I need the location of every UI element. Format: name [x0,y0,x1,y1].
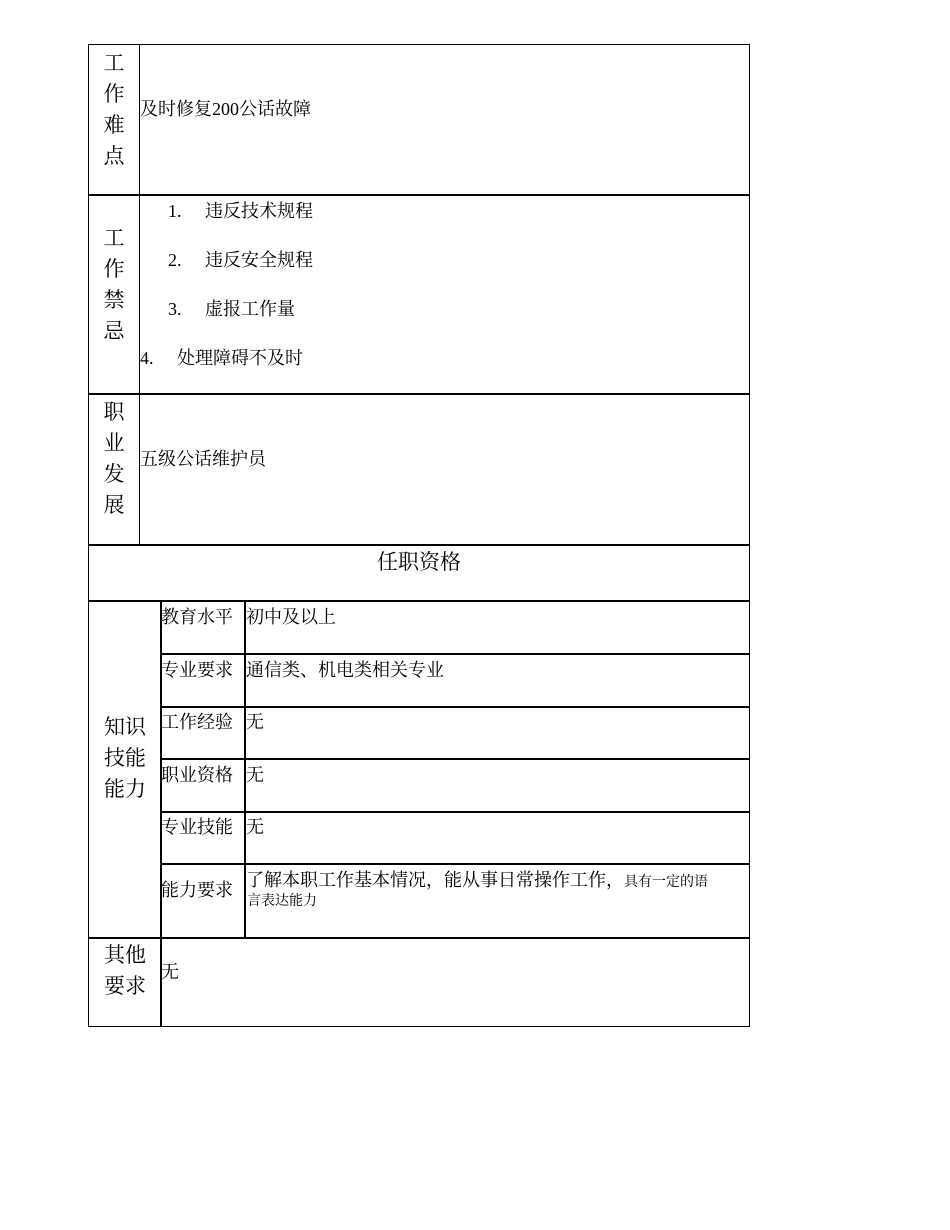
prohibition-item-1-text: 违反技术规程 [205,201,313,221]
difficulty-content: 及时修复200公话故障 [140,99,311,119]
qual-row-1-key: 教育水平 [161,607,233,627]
qual-row-1-value: 初中及以上 [246,607,336,627]
prohibition-item-2-num: 2. [168,250,182,270]
qual-row-6-key: 能力要求 [161,880,233,900]
prohibition-item-3-num: 3. [168,299,182,319]
prohibition-item-1-num: 1. [168,201,182,221]
qual-row-6-value [246,869,708,894]
qual-row-2-key: 专业要求 [161,660,233,680]
qualifications-group-label: 知识 技能 能力 [104,715,146,801]
qual-row-6-value-main: 了解本职工作基本情况，能从事日常操作工作， [246,870,624,890]
prohibition-item-4-num: 4. [140,348,154,368]
career-label: 职 业 发 展 [103,400,125,517]
other-label: 其他 要求 [104,943,146,998]
difficulty-label: 工 作 难 点 [103,51,125,168]
qual-row-4-value-cell [244,758,750,813]
other-content-cell [160,937,750,1027]
career-content: 五级公话维护员 [140,449,266,469]
qual-row-5-value-cell [244,811,750,865]
qual-row-3-value: 无 [246,712,264,732]
qual-row-3-key: 工作经验 [161,712,233,732]
qual-row-6-key-cell [160,863,246,939]
other-content: 无 [161,962,179,982]
qualifications-title: 任职资格 [377,550,461,574]
qual-row-2-value: 通信类、机电类相关专业 [246,660,444,680]
qual-row-4-key: 职业资格 [161,765,233,785]
qual-row-4-value: 无 [246,765,264,785]
qual-row-5-value: 无 [246,817,264,837]
prohibition-item-4-text: 处理障碍不及时 [177,348,303,368]
prohibitions-label: 工 作 禁 忌 [103,226,125,343]
qual-row-5-key: 专业技能 [161,817,233,837]
prohibition-item-3-text: 虚报工作量 [205,299,295,319]
qual-row-6-value-small-1: 具有一定的语 [624,875,708,890]
qual-row-3-value-cell [244,706,750,760]
qual-row-6-value-small-2: 言表达能力 [247,894,317,909]
difficulty-content-cell [139,44,750,196]
prohibition-item-2-text: 违反安全规程 [205,250,313,270]
